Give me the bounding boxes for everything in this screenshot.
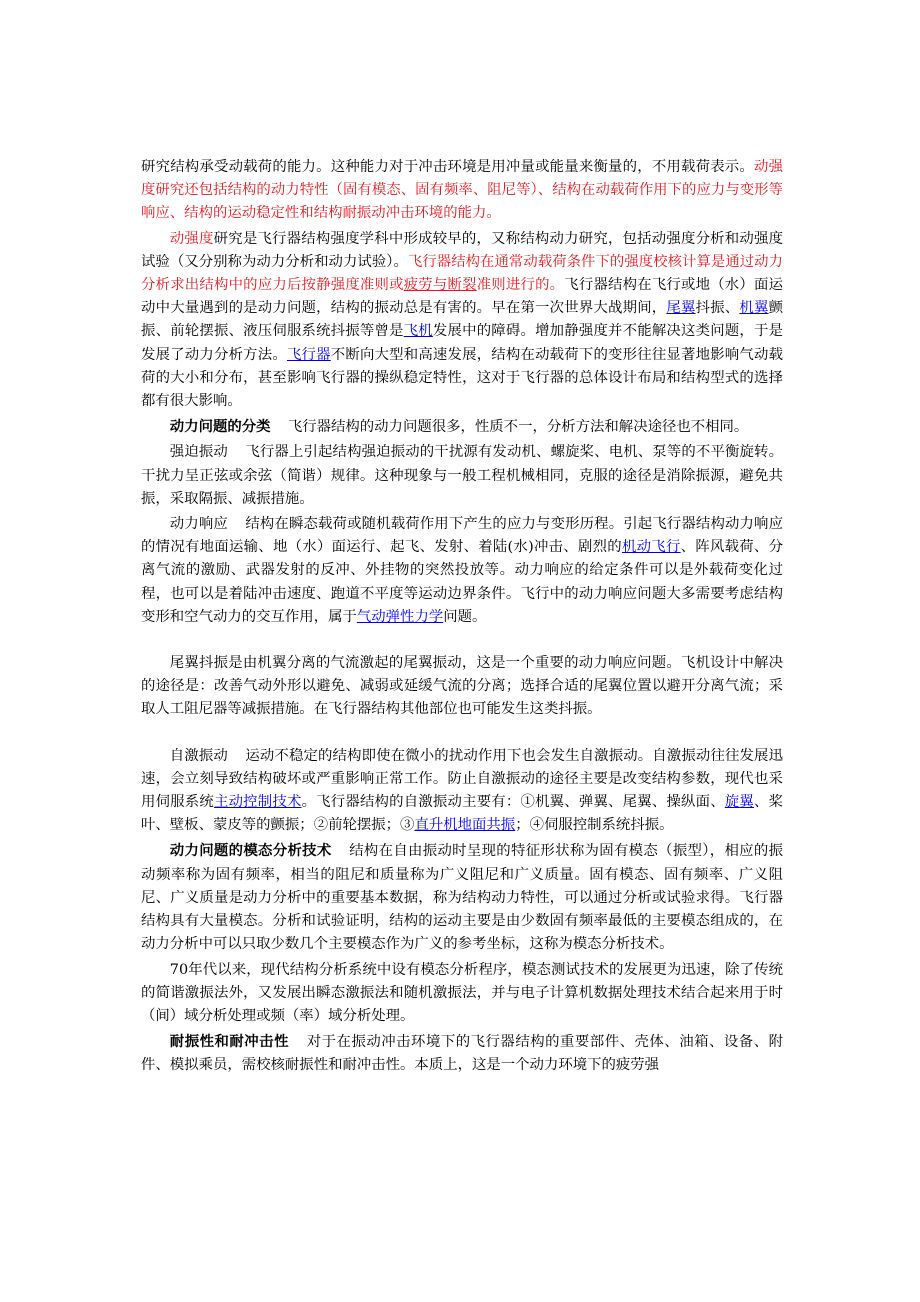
link-maneuver-flight[interactable]: 机动飞行 — [621, 539, 681, 556]
intro-highlight: 动强度研究还包括结构的动力特性（固有模态、固有频率、阻尼等）、结构在动载荷作用下的应力与变形等响应、结构的运动稳定性和结构耐振动冲击环境的能力。 — [141, 159, 783, 222]
forced-vibration-text: 飞行器上引起结构强迫振动的干扰源有发动机、螺旋桨、电机、泵等的不平衡旋转。干扰力呈正弦或余弦（简谐）规律。这种现象与一般工程机械相同，克服的途径是消除振源，避免共振，采取隔振、减振措施。 — [141, 444, 783, 507]
link-aerocraft[interactable]: 飞行器 — [286, 346, 331, 363]
link-wing[interactable]: 机翼 — [739, 300, 769, 317]
paragraph-buffeting — [141, 652, 783, 722]
self-excited-text-2: 。飞行器结构的自激振动主要有：①机翼、弹翼、尾翼、操纵面、 — [301, 794, 725, 811]
modal-testing-text: 70年代以来，现代结构分析系统中设有模态分析程序，模态测试技术的发展更为迅速，除了传统的简谐激振法外，又发展出瞬态激振法和随机激振法，并与电子计算机数据处理技术结合起来用于时（间）域分析处理或频（率）域分析处理。 — [141, 961, 783, 1024]
intro-text: 研究结构承受动载荷的能力。这种能力对于冲击环境是用冲量或能量来衡量的，不用载荷表示。 — [141, 159, 754, 175]
paragraph-modal-testing — [141, 959, 783, 1029]
overview-text-2: 飞行器结构在飞行或地（水）面运动中大量遇到的是动力问题，结构的振动总是有害的。早在第一次世界大战期间， — [141, 277, 783, 317]
overview-text-4: 颤振、前轮摆振、液压伺服系统抖振等曾是 — [141, 300, 783, 340]
link-tail[interactable]: 尾翼 — [666, 300, 696, 317]
heading-self-excited: 自激振动 — [169, 747, 228, 764]
overview-text: 研究是飞行器结构强度学科中形成较早的，又称结构动力研究，包括动强度分析和动强度试验（又分别称为动力分析和动力试验）。 — [141, 230, 783, 270]
paragraph-dynamic-response — [141, 513, 783, 629]
paragraph-modal-analysis — [141, 839, 783, 956]
heading-dynamic-response: 动力响应 — [169, 516, 228, 533]
dynamic-response-text-2: 、阵风载荷、分离气流的激励、武器发射的反冲、外挂物的突然投放等。动力响应的给定条件可以是外载荷变化过程，也可以是着陆冲击速度、跑道不平度等运动边界条件。飞行中的动力响应问题大多需要考虑结构变形和空气动力的交互作用，属于 — [141, 539, 783, 625]
overview-text-3: 抖振、 — [695, 300, 740, 317]
paragraph-forced-vibration — [141, 441, 783, 511]
self-excited-text-3: 、桨叶、壁板、蒙皮等的颤振；②前轮摆振；③ — [141, 794, 783, 834]
self-excited-text-4: ；④伺服控制系统抖振。 — [515, 817, 674, 834]
paragraph-intro — [141, 156, 783, 226]
link-aeroelasticity[interactable]: 气动弹性力学 — [356, 608, 444, 625]
vibration-resistance-text: 对于在振动冲击环境下的飞行器结构的重要部件、壳体、油箱、设备、附件、模拟乘员，需校核耐振性和耐冲击性。本质上，这是一个动力环境下的疲劳强 — [141, 1034, 783, 1074]
link-aircraft[interactable]: 飞机 — [403, 323, 433, 340]
document-body — [141, 156, 783, 1080]
link-rotor[interactable]: 旋翼 — [724, 794, 754, 811]
heading-forced-vibration: 强迫振动 — [169, 444, 228, 461]
overview-text-6: 不断向大型和高速发展，结构在动载荷下的变形往往显著地影响气动载荷的大小和分布，甚至影响飞行器的操纵稳定特性，这对于飞行器的总体设计布局和结构型式的选择都有很大影响。 — [141, 346, 783, 410]
overview-highlight-end: 准则进行的。 — [476, 277, 565, 294]
self-excited-text: 运动不稳定的结构即使在微小的扰动作用下也会发生自激振动。自激振动往往发展迅速，会立刻导致结构破坏或严重影响正常工作。防止自激振动的途径主要是改变结构参数，现代也采用伺服系统 — [141, 747, 783, 811]
link-active-control[interactable]: 主动控制技术 — [213, 794, 302, 811]
heading-modal-analysis: 动力问题的模态分析技术 — [169, 842, 332, 860]
paragraph-vibration-resistance — [141, 1030, 783, 1077]
dynamic-response-text-3: 问题。 — [443, 608, 487, 625]
term-dynamic-strength: 动强度 — [169, 230, 214, 247]
classification-text: 飞行器结构的动力问题很多，性质不一，分析方法和解决途径也不相同。 — [287, 419, 749, 436]
modal-analysis-text: 结构在自由振动时呈现的特征形状称为固有模态（振型），相应的振动频率称为固有频率，相当的阻尼和质量称为广义阻尼和广义质量。固有模态、固有频率、广义阻尼、广义质量是动力分析中的重要基本数据，称为结构动力特性，可以通过分析或试验求得。飞行器结构具有大量模态。分析和试验证明，结构的运动主要是由少数固有频率最低的主要模态组成的，在动力分析中可以只取少数几个主要模态作为广义的参考坐标，这称为模态分析技术。 — [141, 843, 783, 953]
term-fatigue-fracture: 疲劳与断裂 — [403, 277, 477, 294]
paragraph-classification — [141, 415, 783, 439]
buffeting-text: 尾翼抖振是由机翼分离的气流激起的尾翼振动，这是一个重要的动力响应问题。飞机设计中解决的途径是：改善气动外形以避免、减弱或延缓气流的分离；选择合适的尾翼位置以避开分离气流；采取人工阻尼器等减振措施。在飞行器结构其他部位也可能发生这类抖振。 — [141, 655, 783, 718]
dynamic-response-text: 结构在瞬态载荷或随机载荷作用下产生的应力与变形历程。引起飞行器结构动力响应的情况有地面运输、地（水）面运行、起飞、发射、着陆(水)冲击、剧烈的 — [141, 516, 783, 556]
paragraph-self-excited — [141, 745, 783, 838]
overview-text-5: 发展中的障碍。增加静强度并不能解决这类问题，于是发展了动力分析方法。 — [141, 323, 783, 363]
overview-highlight: 飞行器结构在通常动载荷条件下的强度校核计算是通过动力分析求出结构中的应力后按静强度准则或 — [141, 253, 783, 294]
heading-classification: 动力问题的分类 — [169, 418, 271, 436]
link-ground-resonance[interactable]: 直升机地面共振 — [414, 817, 516, 834]
heading-vibration-resistance: 耐振性和耐冲击性 — [169, 1033, 289, 1051]
paragraph-overview — [141, 228, 783, 414]
